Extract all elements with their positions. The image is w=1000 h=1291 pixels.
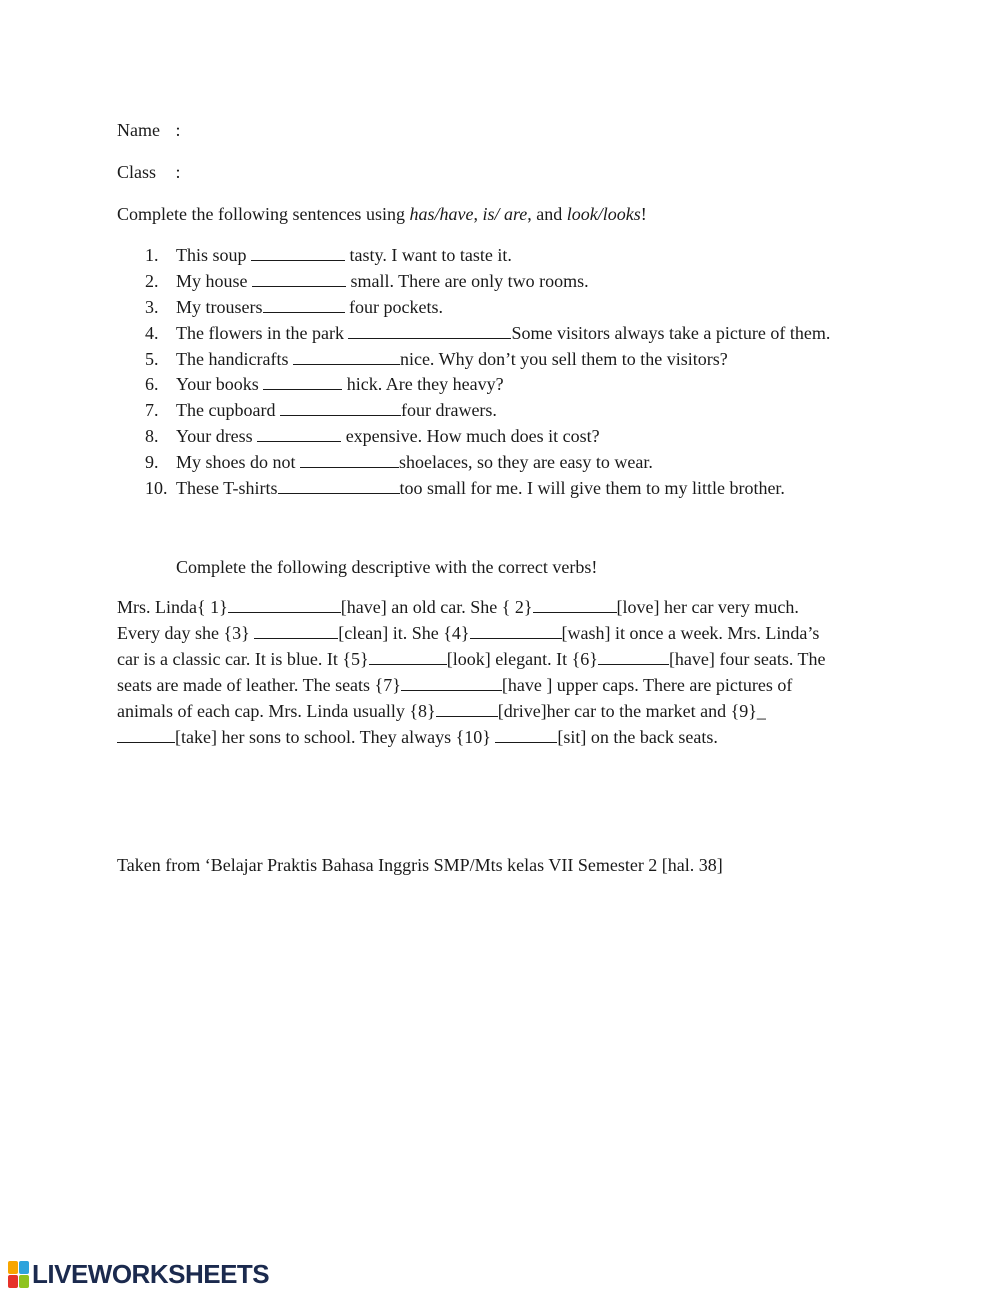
- answer-blank[interactable]: [117, 727, 175, 743]
- list-item: 4. The flowers in the park Some visitors always take a picture of them.: [145, 322, 831, 343]
- exercise1-list: [145, 244, 830, 503]
- liveworksheets-logo-icon: [8, 1261, 29, 1288]
- answer-blank[interactable]: [401, 675, 502, 691]
- answer-blank[interactable]: [254, 623, 338, 639]
- logo-square-icon: [8, 1275, 18, 1288]
- answer-blank[interactable]: [369, 649, 447, 665]
- class-label: Class: [117, 162, 157, 182]
- answer-blank[interactable]: [263, 374, 342, 390]
- list-item: 6. Your books hick. Are they heavy?: [145, 374, 504, 395]
- paragraph-line: car is a classic car. It is blue. It {5} [look] elegant. It {6} [have] four seats. The: [117, 649, 826, 669]
- class-colon: :: [175, 162, 181, 182]
- name-field: [117, 119, 181, 141]
- paragraph-line: seats are made of leather. The seats {7} [have ] upper caps. There are pictures of: [117, 675, 793, 695]
- logo-square-icon: [8, 1261, 18, 1274]
- paragraph-line: [take] her sons to school. They always {10} [sit] on the back seats.: [117, 726, 897, 752]
- list-item: 8. Your dress expensive. How much does it cost?: [145, 426, 600, 447]
- name-label: Name: [117, 120, 160, 140]
- logo-square-icon: [19, 1261, 29, 1274]
- option-is-are: is/ are: [482, 204, 528, 224]
- exercise2-instruction: Complete the following descriptive with the correct verbs!: [176, 557, 598, 577]
- answer-blank[interactable]: [228, 597, 341, 613]
- answer-blank[interactable]: [598, 649, 669, 665]
- answer-blank[interactable]: [280, 400, 401, 416]
- exercise1-instruction: Complete the following sentences using has/have, is/ are, and look/looks!: [117, 204, 647, 224]
- class-field: [117, 161, 181, 183]
- option-has-have: has/have: [409, 204, 474, 224]
- answer-blank[interactable]: [300, 452, 399, 468]
- answer-blank[interactable]: [470, 623, 562, 639]
- option-look-looks: look/looks: [566, 204, 641, 224]
- exercise2-paragraph: [117, 596, 897, 752]
- answer-blank[interactable]: [495, 727, 557, 743]
- answer-blank[interactable]: [252, 271, 346, 287]
- source-citation: Taken from ‘Belajar Praktis Bahasa Inggris SMP/Mts kelas VII Semester 2 [hal. 38]: [117, 855, 723, 875]
- answer-blank[interactable]: [293, 349, 400, 365]
- answer-blank[interactable]: [533, 597, 617, 613]
- answer-blank[interactable]: [263, 297, 345, 313]
- paragraph-line: Mrs. Linda{ 1} [have] an old car. She { 2} [love] her car very much.: [117, 597, 799, 617]
- answer-blank[interactable]: [436, 701, 498, 717]
- list-item: 7. The cupboard four drawers.: [145, 400, 497, 421]
- list-item: 9. My shoes do not shoelaces, so they are easy to wear.: [145, 452, 653, 473]
- logo-text: LIVEWORKSHEETS: [32, 1258, 270, 1289]
- logo-square-icon: [19, 1275, 29, 1288]
- paragraph-line: animals of each cap. Mrs. Linda usually {8} [drive]her car to the market and {9}_: [117, 701, 766, 721]
- answer-blank[interactable]: [251, 245, 345, 261]
- list-item: 2. My house small. There are only two rooms.: [145, 270, 589, 291]
- list-item: 3. My trousers four pockets.: [145, 296, 443, 317]
- liveworksheets-logo: [8, 1259, 269, 1289]
- answer-blank[interactable]: [278, 478, 400, 494]
- list-item: 5. The handicrafts nice. Why don’t you sell them to the visitors?: [145, 348, 728, 369]
- list-item: 10. These T-shirts too small for me. I will give them to my little brother.: [145, 478, 785, 499]
- answer-blank[interactable]: [257, 426, 341, 442]
- name-colon: :: [175, 120, 181, 140]
- answer-blank[interactable]: [348, 323, 511, 339]
- list-item: 1. This soup tasty. I want to taste it.: [145, 245, 512, 265]
- paragraph-line: Every day she {3} [clean] it. She {4} [wash] it once a week. Mrs. Linda’s: [117, 623, 820, 643]
